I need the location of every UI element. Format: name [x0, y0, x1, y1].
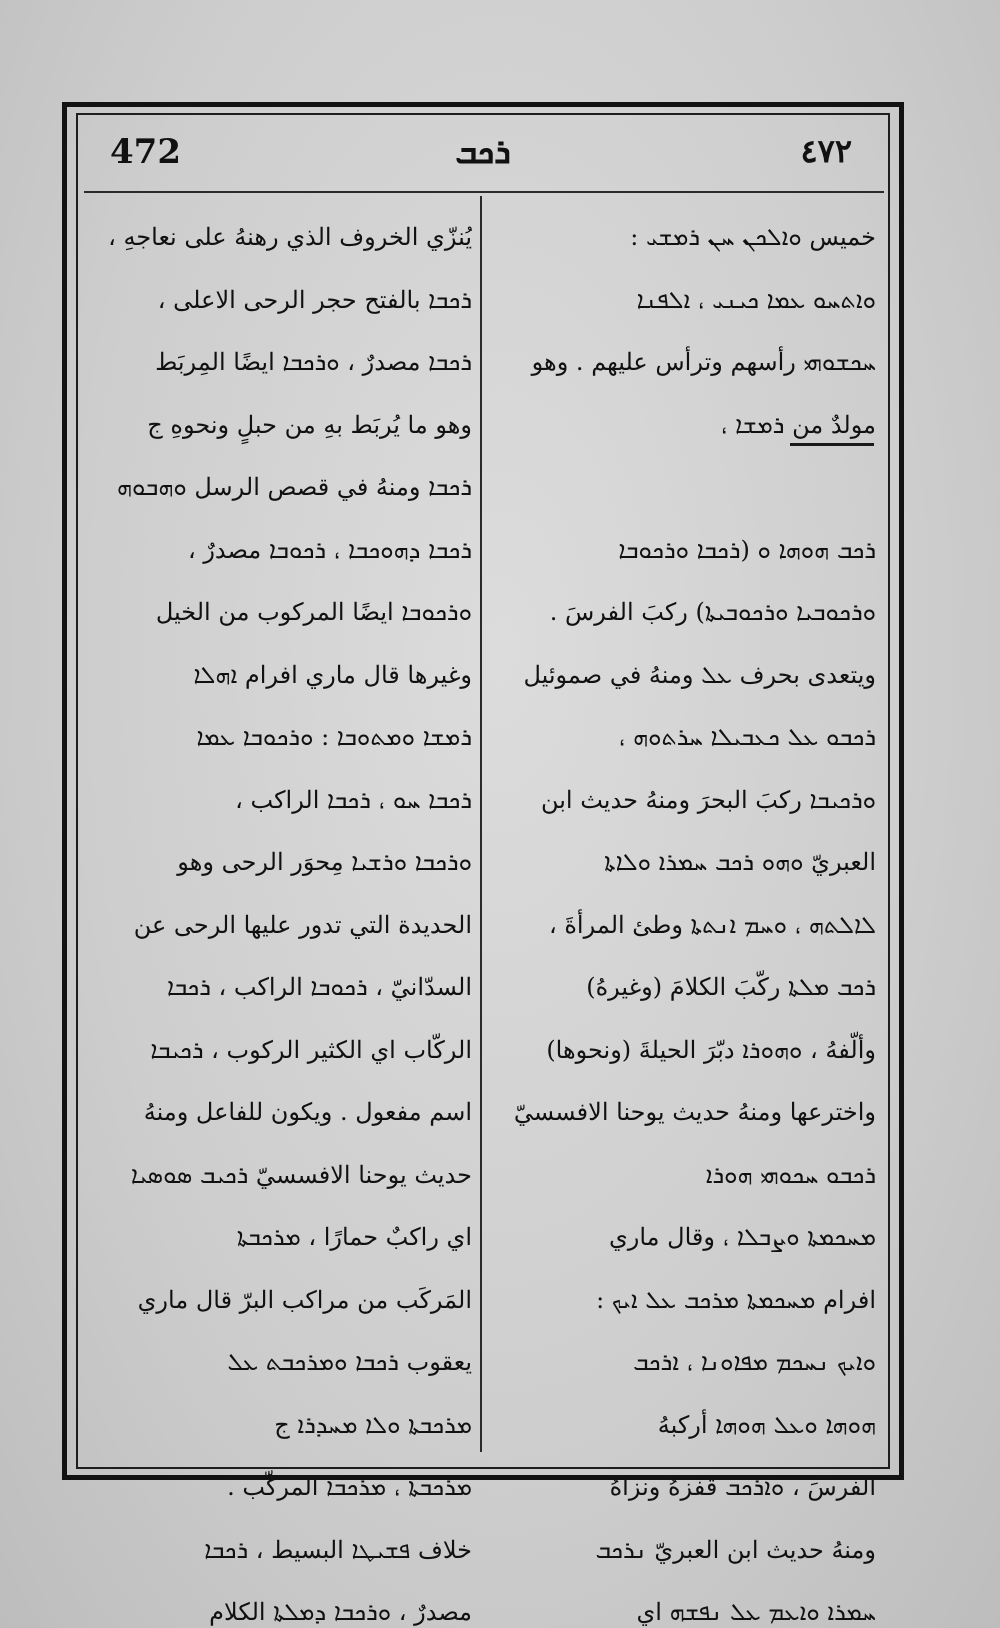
text-line: خلاف ܦܫܝܛܐ البسيط ، ܪܟܒܐ [204, 1535, 472, 1564]
text-line: خميس ܘܐܠܟܢ ܚܢ ܪܡܫܝ : [630, 223, 876, 251]
text-line: ܘܪܟܝܒܐ ركبَ البحرَ ومنهُ حديث ابن [540, 785, 876, 814]
text-line: ܗܘܗܐ ܘܥܠ ܗܘܗܐ أركبهُ [657, 1410, 876, 1439]
left-column [92, 206, 472, 1628]
text-line: يعقوب ܪܟܒܐ ܘܡܪܟܒܬ ܥܠ [227, 1348, 472, 1376]
text-line: ܪܟܒܐ ܚܘ ، ܪܟܒܐ الراكب ، [235, 785, 472, 814]
text-line: افرام ܡܚܟܡܬܐ ܡܪܟܒ ܥܠ ܐܝܟ : [596, 1285, 876, 1314]
right-column [494, 206, 876, 1628]
text-line: مولدٌ من ܪܡܫܐ ، [720, 410, 876, 439]
text-line: ومنهُ حديث ابن العبريّ ܢܪܟܒ [595, 1535, 876, 1564]
text-line: وألّفهُ ، ܘܗܘܪܐ دبّرَ الحيلةَ (ونحوها) [546, 1035, 876, 1064]
text-line: ܘܪܟܘܒܝܐ ܘܪܟܘܒܝܬܐ) ركبَ الفرسَ . [549, 598, 876, 626]
text-line: ܪܟܒܘ ܥܠ ܟܥܒܝܠܐ ܚܪܬܘܗ ، [618, 723, 876, 751]
text-line: ܚܟܫܘܗܝ رأسهم وترأس عليهم . وهو [531, 348, 876, 376]
text-line: ܡܚܟܡܬܐ ܘܨܒܠܐ ، وقال ماري [608, 1223, 876, 1251]
text-line: ܪܟܒ ܡܠܬܐ ركّبَ الكلامَ (وغيرهُ) [586, 973, 876, 1001]
text-line: ܪܟܒܘ ܚܟܘܗܝ ܗܘܪܐ [705, 1160, 876, 1189]
text-line: المَركَب من مراكب البرّ قال ماري [137, 1285, 472, 1314]
text-line: السدّانيّ ، ܪܟܘܒܐ الراكب ، ܪܟܒܐ [167, 973, 472, 1001]
text-line: ܪܟܒܐ ܕܗܘܟܒܐ ، ܪܟܘܒܐ مصدرٌ ، [187, 535, 472, 564]
text-line: ويتعدى بحرف ܥܠ ومنهُ في صموئيل [523, 660, 876, 689]
text-line: ܪܡܫܐ ܘܡܬܘܒܐ : ܘܪܟܘܒܐ ܥܡܐ [196, 723, 472, 751]
text-line: ܪܟܒܐ ومنهُ في قصص الرسل ܘܗܒܘܗ [117, 473, 472, 501]
text-line: ܠܐܠܬܗ ، ܘܚܡ ܐܢܬܬܐ وطئ المرأةَ ، [548, 910, 876, 939]
text-line: الحديدة التي تدور عليها الرحى عن [133, 910, 472, 939]
text-line: ܘܐܬܚܘ ܥܡܐ ܟܝܢܝ ، ܐܠܦܢܐ [636, 285, 876, 314]
text-line: الفرسَ ، ܘܐܪܟܒ قفزهُ ونزاهُ [609, 1473, 876, 1501]
text-line: ܘܐܝܟ ܢܚܟܡ ܡܦܐܘܢܐ ، ܐܪܟܒ [633, 1348, 876, 1376]
text-line: اي راكبٌ حمارًا ، ܡܪܟܒܬܐ [236, 1223, 472, 1251]
text-line: وهو ما يُربَط بهِ من حبلٍ ونحوهِ ج [147, 410, 472, 439]
text-line: ܪܟܒܐ بالفتح حجر الرحى الاعلى ، [157, 285, 472, 314]
text-line: مصدرٌ ، ܘܪܟܒܐ ܕܡܠܬܐ الكلام [209, 1598, 472, 1626]
text-line: الركّاب اي الكثير الركوب ، ܪܟܝܒܐ [150, 1035, 472, 1064]
text-line: ܡܪܟܒܬܐ ܘܠܐ ܡܚܕܪܐ ج [274, 1410, 472, 1439]
text-line: ܡܪܟܒܬܐ ، ܡܪܟܒܐ المركّب . [227, 1473, 472, 1501]
column-divider [480, 196, 482, 1452]
header-rule [84, 191, 884, 193]
text-line: وغيرها قال ماري افرام ܐܗܠܐ [193, 660, 472, 689]
page-header [90, 128, 876, 192]
text-line: واخترعها ومنهُ حديث يوحنا الافسسيّ [513, 1098, 876, 1126]
text-line: يُنزّي الخروف الذي رهنهُ على نعاجهِ ، [108, 223, 472, 251]
text-line: حديث يوحنا الافسسيّ ܪܟܝܒ ܣܘܣܝܐ [130, 1160, 472, 1189]
text-line: ܪܟܒ ܗܘܗܐ ܘ (ܪܟܒܐ ܘܪܟܘܒܐ [618, 535, 876, 564]
text-line: ܚܡܪܐ ܘܐܥܡ ܥܠ ܢܦܫܗ اي [636, 1598, 876, 1626]
running-head: ܪܟܒ [455, 132, 511, 172]
text-line: ܘܪܟܒܐ ܘܪܫܝܐ مِحوَر الرحى وهو [177, 848, 472, 876]
text-line: ܪܟܒܐ مصدرٌ ، ܘܪܟܒܐ ايضًا المِربَط [155, 348, 472, 376]
text-line: العبريّ ܘܗܘ ܪܟܒ ܚܡܪܐ ܘܠܐܬܐ [604, 848, 876, 876]
page-number-arabic: ٤٧٢ [800, 132, 852, 170]
text-line: ܘܪܟܘܒܐ ايضًا المركوب من الخيل [155, 598, 472, 626]
page-number-latin: 472 [110, 132, 181, 172]
text-line: اسم مفعول . ويكون للفاعل ومنهُ [143, 1098, 472, 1126]
text-line [494, 456, 876, 519]
